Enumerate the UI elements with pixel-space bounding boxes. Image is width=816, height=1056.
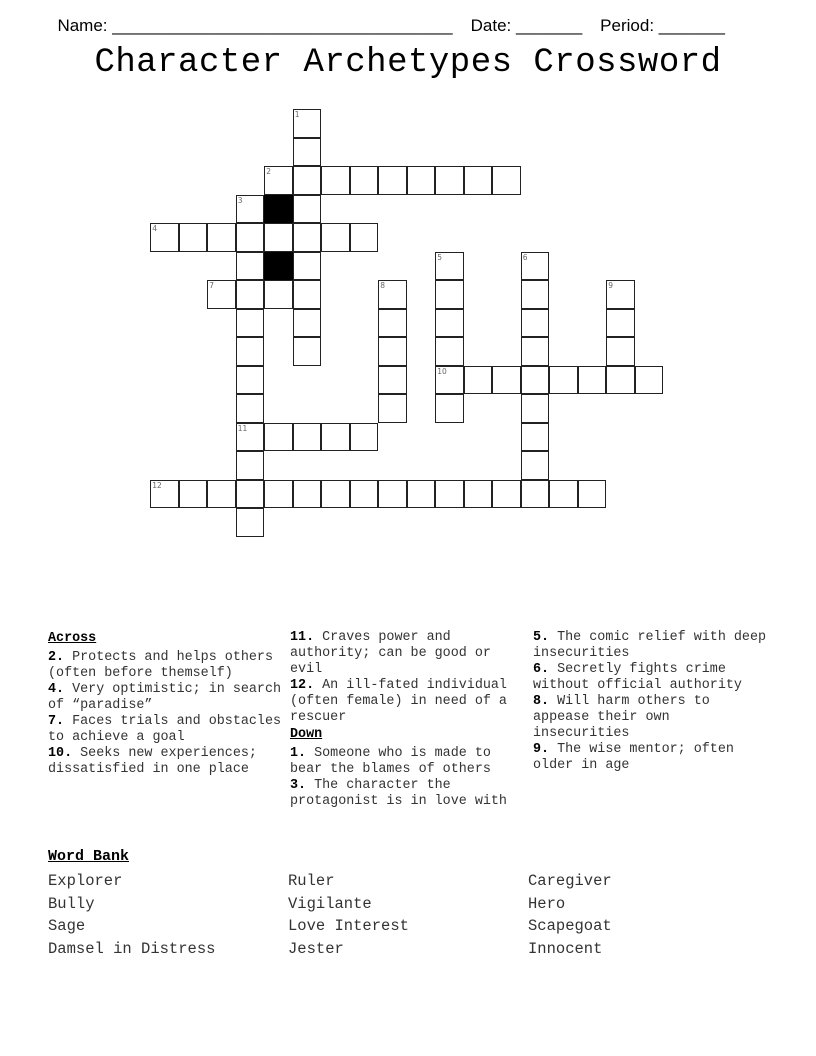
- crossword-cell[interactable]: [435, 366, 464, 395]
- across-heading: Across: [48, 631, 97, 646]
- crossword-cell[interactable]: [293, 223, 322, 252]
- crossword-cell[interactable]: [606, 309, 635, 338]
- crossword-cell[interactable]: [378, 337, 407, 366]
- clue-number: 12.: [290, 678, 315, 693]
- crossword-cell[interactable]: [407, 480, 436, 509]
- crossword-cell[interactable]: [179, 480, 208, 509]
- clue-across-10: [48, 746, 286, 778]
- clue-across-7: [48, 714, 286, 746]
- clue-number-label: 3: [237, 195, 243, 205]
- crossword-cell[interactable]: [378, 166, 407, 195]
- clue-number: 3.: [290, 778, 307, 793]
- crossword-cell[interactable]: [350, 166, 379, 195]
- clue-text: The comic relief with deep insecurities: [533, 630, 767, 661]
- clue-number-label: 9: [608, 281, 614, 291]
- crossword-cell[interactable]: [606, 280, 635, 309]
- down-heading: Down: [290, 727, 323, 742]
- crossword-cell[interactable]: [606, 337, 635, 366]
- crossword-cell[interactable]: [321, 423, 350, 452]
- period-label: Period:: [600, 16, 655, 35]
- clue-number: 10.: [48, 746, 73, 761]
- crossword-cell[interactable]: [293, 423, 322, 452]
- word-bank-heading: Word Bank: [48, 848, 130, 865]
- clue-down-9: [533, 742, 771, 774]
- crossword-cell[interactable]: [492, 480, 521, 509]
- crossword-cell[interactable]: [293, 480, 322, 509]
- clue-number-label: 6: [522, 252, 528, 262]
- word-bank-item: Explorer: [48, 872, 123, 890]
- date-blank[interactable]: _______: [511, 16, 583, 35]
- clue-number-label: 4: [152, 224, 158, 234]
- clue-number-label: 5: [437, 252, 443, 262]
- clue-text: Seeks new experiences; dissatisfied in one place: [48, 746, 257, 777]
- word-bank-item: Sage: [48, 917, 86, 935]
- crossword-cell[interactable]: [264, 480, 293, 509]
- crossword-cell[interactable]: [464, 480, 493, 509]
- crossword-cell[interactable]: [321, 166, 350, 195]
- crossword-cell[interactable]: [435, 337, 464, 366]
- clue-number: 4.: [48, 682, 65, 697]
- clue-across-4: [48, 682, 286, 714]
- crossword-cell[interactable]: [236, 423, 265, 452]
- name-label: Name:: [57, 16, 108, 35]
- crossword-cell[interactable]: [378, 480, 407, 509]
- clue-number: 6.: [533, 662, 550, 677]
- crossword-cell[interactable]: [435, 394, 464, 423]
- crossword-cell[interactable]: [236, 366, 265, 395]
- word-bank-item: Hero: [528, 894, 566, 913]
- word-bank-item: Innocent: [528, 939, 603, 958]
- clue-number: 1.: [290, 746, 307, 761]
- clue-number: 9.: [533, 742, 550, 757]
- crossword-cell[interactable]: [521, 423, 550, 452]
- crossword-cell[interactable]: [264, 166, 293, 195]
- clue-across-11: [290, 630, 528, 678]
- crossword-cell[interactable]: [378, 280, 407, 309]
- crossword-cell[interactable]: [521, 394, 550, 423]
- clue-text: Protects and helps others (often before themself): [48, 650, 274, 681]
- crossword-cell[interactable]: [549, 366, 578, 395]
- clue-down-8: [533, 694, 771, 742]
- crossword-cell[interactable]: [435, 309, 464, 338]
- word-bank-list: [48, 870, 778, 970]
- crossword-cell[interactable]: [521, 309, 550, 338]
- crossword-cell[interactable]: [350, 480, 379, 509]
- crossword-cell[interactable]: [378, 309, 407, 338]
- clue-text: Secretly fights crime without official authority: [533, 662, 742, 693]
- crossword-cell[interactable]: [236, 223, 265, 252]
- clue-down-3: [290, 778, 528, 810]
- date-label: Date:: [470, 16, 512, 35]
- clue-number-label: 10: [437, 366, 447, 376]
- crossword-cell[interactable]: [521, 337, 550, 366]
- crossword-cell[interactable]: [435, 252, 464, 281]
- clue-down-5: [533, 630, 771, 662]
- black-square: [264, 252, 293, 281]
- period-blank[interactable]: _______: [654, 16, 725, 35]
- clue-text: The wise mentor; often older in age: [533, 742, 734, 773]
- crossword-cell[interactable]: [150, 223, 179, 252]
- crossword-cell[interactable]: [321, 223, 350, 252]
- word-bank-item: Ruler: [288, 872, 335, 890]
- crossword-cell[interactable]: [350, 423, 379, 452]
- clue-number-label: 7: [209, 281, 215, 291]
- clue-number: 7.: [48, 714, 65, 729]
- crossword-cell[interactable]: [435, 280, 464, 309]
- clue-across-12: [290, 678, 528, 726]
- crossword-cell[interactable]: [293, 166, 322, 195]
- page-title: Character Archetypes Crossword: [94, 44, 722, 82]
- crossword-cell[interactable]: [293, 109, 322, 138]
- word-bank-item: Jester: [288, 939, 344, 958]
- crossword-cell[interactable]: [407, 166, 436, 195]
- crossword-cell[interactable]: [236, 309, 265, 338]
- crossword-cell[interactable]: [179, 223, 208, 252]
- word-bank-item: Love Interest: [288, 917, 409, 935]
- crossword-cell[interactable]: [321, 480, 350, 509]
- crossword-cell[interactable]: [236, 280, 265, 309]
- crossword-cell[interactable]: [236, 480, 265, 509]
- crossword-cell[interactable]: [635, 366, 664, 395]
- crossword-cell[interactable]: [236, 508, 265, 537]
- clue-text: Faces trials and obstacles to achieve a goal: [48, 714, 282, 745]
- clue-number: 11.: [290, 630, 315, 645]
- crossword-cell[interactable]: [378, 394, 407, 423]
- crossword-cell[interactable]: [378, 366, 407, 395]
- crossword-cell[interactable]: [464, 366, 493, 395]
- crossword-cell[interactable]: [236, 252, 265, 281]
- clue-text: Craves power and authority; can be good or evil: [290, 630, 491, 677]
- crossword-cell[interactable]: [435, 166, 464, 195]
- clue-number-label: 2: [266, 167, 272, 177]
- clues-section: [48, 630, 778, 850]
- clue-text: The character the protagonist is in love with: [290, 778, 507, 809]
- crossword-cell[interactable]: [236, 394, 265, 423]
- clue-number: 5.: [533, 630, 550, 645]
- clue-down-6: [533, 662, 771, 694]
- crossword-cell[interactable]: [549, 480, 578, 509]
- name-blank[interactable]: ____________________________________: [107, 16, 453, 35]
- word-bank-item: Scapegoat: [528, 917, 612, 935]
- clue-down-1: [290, 746, 528, 778]
- crossword-cell[interactable]: [492, 166, 521, 195]
- word-bank-item: Bully: [48, 894, 95, 913]
- crossword-cell[interactable]: [207, 223, 236, 252]
- black-square: [264, 195, 293, 224]
- clue-number-label: 8: [380, 281, 386, 291]
- crossword-cell[interactable]: [521, 480, 550, 509]
- clue-across-2: [48, 650, 286, 682]
- crossword-cell[interactable]: [293, 309, 322, 338]
- crossword-cell[interactable]: [578, 366, 607, 395]
- clues-column-2: [290, 630, 528, 810]
- clue-number: 8.: [533, 694, 550, 709]
- crossword-cell[interactable]: [207, 480, 236, 509]
- crossword-cell[interactable]: [293, 138, 322, 167]
- crossword-cell[interactable]: [606, 366, 635, 395]
- clue-text: Will harm others to appease their own insecurities: [533, 694, 710, 741]
- clue-text: An ill-fated individual (often female) in need of a rescuer: [290, 678, 507, 725]
- crossword-cell[interactable]: [521, 366, 550, 395]
- clue-number-label: 11: [237, 423, 248, 433]
- crossword-cell[interactable]: [236, 337, 265, 366]
- clues-column-1: [48, 630, 286, 778]
- word-bank-item: Caregiver: [528, 872, 612, 890]
- crossword-cell[interactable]: [578, 480, 607, 509]
- crossword-cell[interactable]: [350, 223, 379, 252]
- word-bank-item: Damsel in Distress: [48, 939, 216, 958]
- crossword-cell[interactable]: [293, 280, 322, 309]
- crossword-cell[interactable]: [264, 280, 293, 309]
- crossword-cell[interactable]: [435, 480, 464, 509]
- clue-number: 2.: [48, 650, 65, 665]
- crossword-cell[interactable]: [521, 252, 550, 281]
- clue-number-label: 12: [152, 480, 162, 490]
- crossword-cell[interactable]: [293, 252, 322, 281]
- crossword-cell[interactable]: [492, 366, 521, 395]
- crossword-cell[interactable]: [264, 223, 293, 252]
- word-bank: [48, 848, 778, 970]
- crossword-cell[interactable]: [236, 451, 265, 480]
- clues-column-3: [533, 630, 771, 774]
- crossword-cell[interactable]: [150, 480, 179, 509]
- clue-text: Someone who is made to bear the blames of others: [290, 746, 491, 777]
- clue-text: Very optimistic; in search of “paradise”: [48, 682, 282, 713]
- crossword-cell[interactable]: [464, 166, 493, 195]
- crossword-cell[interactable]: [293, 337, 322, 366]
- crossword-cell[interactable]: [264, 423, 293, 452]
- crossword-cell[interactable]: [207, 280, 236, 309]
- clue-number-label: 1: [294, 110, 300, 120]
- crossword-cell[interactable]: [521, 451, 550, 480]
- crossword-cell[interactable]: [236, 195, 265, 224]
- word-bank-item: Vigilante: [288, 894, 372, 913]
- crossword-cell[interactable]: [293, 195, 322, 224]
- crossword-cell[interactable]: [521, 280, 550, 309]
